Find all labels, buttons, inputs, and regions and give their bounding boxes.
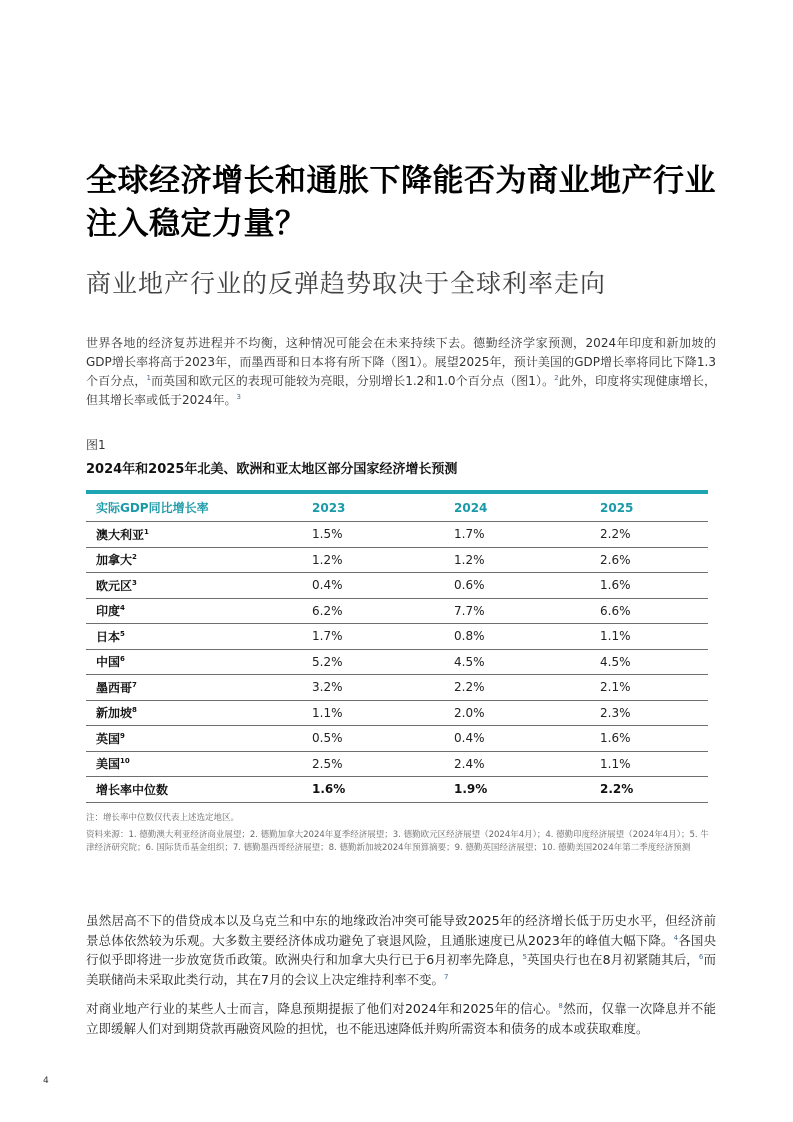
value-cell: 6.2% [302,598,444,624]
median-label: 增长率中位数 [86,777,302,803]
median-value: 2.2% [590,777,708,803]
intro-paragraph: 世界各地的经济复苏进程并不均衡，这种情况可能会在未来持续下去。德勤经济学家预测，2024年印度和新加坡的GDP增长率将高于2023年，而墨西哥和日本将有所下降（图1）。展望2025年，预计美国的GDP增长率将同比下降1.3个百分点，$^1$而英国和欧元区的表现可能较为亮眼，分别增长1.2和1.0个百分点（图1）。$^2$此外，印度将实现健康增长，但其增长率或低于2024年。$^3$ [86,336,716,407]
country-name: 墨西哥 [96,680,133,695]
value-cell: 4.5% [590,649,708,675]
footnote-ref[interactable]: 3 [132,578,137,587]
footnote-ref[interactable]: 4 [673,933,679,942]
value-cell: 0.5% [302,726,444,752]
country-cell [86,700,302,726]
value-cell: 2.2% [590,522,708,548]
footnote-ref[interactable]: 1 [144,527,149,536]
value-cell: 2.1% [590,675,708,701]
footnote-ref[interactable]: 8 [558,1001,563,1010]
value-cell: 1.2% [444,547,590,573]
value-cell: 2.6% [590,547,708,573]
country-name: 澳大利亚 [96,527,145,542]
page-number: 4 [43,1076,49,1086]
country-cell [86,624,302,650]
country-name: 英国 [96,731,121,746]
value-cell: 5.2% [302,649,444,675]
value-cell: 0.4% [302,573,444,599]
country-name: 日本 [96,629,121,644]
table-row [86,726,708,752]
gdp-growth-table [86,490,708,803]
value-cell: 0.8% [444,624,590,650]
table-note: 注：增长率中位数仅代表上述选定地区。 [86,813,240,823]
body-paragraph: 虽然居高不下的借贷成本以及乌克兰和中东的地缘政治冲突可能导致2025年的经济增长低于历史水平，但经济前景总体依然较为乐观。大多数主要经济体成功避免了衰退风险，且通胀速度已从2023年的峰值大幅下降。$^4$各国央行似乎即将进一步放宽货币政策。欧洲央行和加拿大央行已于6月初率先降息，$^5$英国央行也在8月初紧随其后，$^6$而美联储尚未采取此类行动，其在7月的会议上决定维持利率不变。$^7$ [86,913,716,987]
country-cell [86,726,302,752]
median-value: 1.9% [444,777,590,803]
value-cell: 2.3% [590,700,708,726]
value-cell: 3.2% [302,675,444,701]
footnote-ref[interactable]: 5 [120,629,125,638]
page-subtitle: 商业地产行业的反弹趋势取决于全球利率走向 [86,269,607,298]
median-row [86,777,708,803]
value-cell: 0.4% [444,726,590,752]
value-cell: 1.5% [302,522,444,548]
column-header: 2023 [302,494,444,522]
country-cell [86,675,302,701]
table-header-row [86,494,708,522]
country-name: 欧元区 [96,578,133,593]
value-cell: 1.6% [590,573,708,599]
footnote-ref[interactable]: 8 [132,706,137,715]
country-name: 新加坡 [96,706,133,721]
figure-title: 2024年和2025年北美、欧洲和亚太地区部分国家经济增长预测 [86,462,458,477]
country-name: 加拿大 [96,553,133,568]
footnote-ref[interactable]: 6 [120,655,125,664]
footnote-ref[interactable]: 7 [443,972,449,981]
value-cell: 0.6% [444,573,590,599]
footnote-ref[interactable]: 5 [522,952,527,961]
value-cell: 7.7% [444,598,590,624]
table-row [86,675,708,701]
value-cell: 2.2% [444,675,590,701]
value-cell: 2.4% [444,751,590,777]
country-cell [86,751,302,777]
country-cell [86,573,302,599]
country-cell [86,649,302,675]
value-cell: 1.1% [302,700,444,726]
country-cell [86,522,302,548]
table-row [86,573,708,599]
value-cell: 2.0% [444,700,590,726]
column-header: 2024 [444,494,590,522]
body-paragraph: 对商业地产行业的某些人士而言，降息预期提振了他们对2024年和2025年的信心。$^8$然而，仅靠一次降息并不能立即缓解人们对到期贷款再融资风险的担忧，也不能迅速降低并购所需资本和债务的成本或获取难度。 [86,1001,716,1036]
value-cell: 1.2% [302,547,444,573]
table-row [86,649,708,675]
table-row [86,522,708,548]
value-cell: 6.6% [590,598,708,624]
value-cell: 4.5% [444,649,590,675]
page-title: 全球经济增长和通胀下降能否为商业地产行业注入稳定力量？ [86,163,716,242]
value-cell: 1.6% [590,726,708,752]
country-cell [86,598,302,624]
column-header: 实际GDP同比增长率 [86,494,302,522]
table-row [86,700,708,726]
table-sources: 资料来源：1. 德勤澳大利亚经济商业展望；2. 德勤加拿大2024年夏季经济展望；3. 德勤欧元区经济展望（2024年4月）；4. 德勤印度经济展望（2024年4月）；5. 牛津经济研究院；6. 国际货币基金组织；7. 德勤墨西哥经济展望；8. 德勤新加坡2024年预算摘要；9. 德勤英国经济展望；10. 德勤美国2024年第二季度经济预测 [86,830,709,853]
footnote-ref[interactable]: 2 [132,553,137,562]
country-name: 中国 [96,655,121,670]
country-cell [86,547,302,573]
footnote-ref[interactable]: 3 [236,393,242,401]
footnote-ref[interactable]: 1 [146,374,151,382]
footnote-ref[interactable]: 9 [120,731,125,740]
table-row [86,598,708,624]
footnote-ref[interactable]: 10 [120,757,130,766]
footnote-ref[interactable]: 6 [698,952,704,961]
footnote-ref[interactable]: 7 [132,680,137,689]
footnote-ref[interactable]: 2 [554,374,559,382]
value-cell: 1.7% [302,624,444,650]
country-name: 印度 [96,604,121,619]
table-row [86,751,708,777]
table-row [86,624,708,650]
value-cell: 1.7% [444,522,590,548]
figure-label: 图1 [86,438,106,452]
value-cell: 2.5% [302,751,444,777]
country-name: 美国 [96,757,121,772]
value-cell: 1.1% [590,624,708,650]
value-cell: 1.1% [590,751,708,777]
median-value: 1.6% [302,777,444,803]
footnote-ref[interactable]: 4 [120,604,125,613]
table-row [86,547,708,573]
column-header: 2025 [590,494,708,522]
